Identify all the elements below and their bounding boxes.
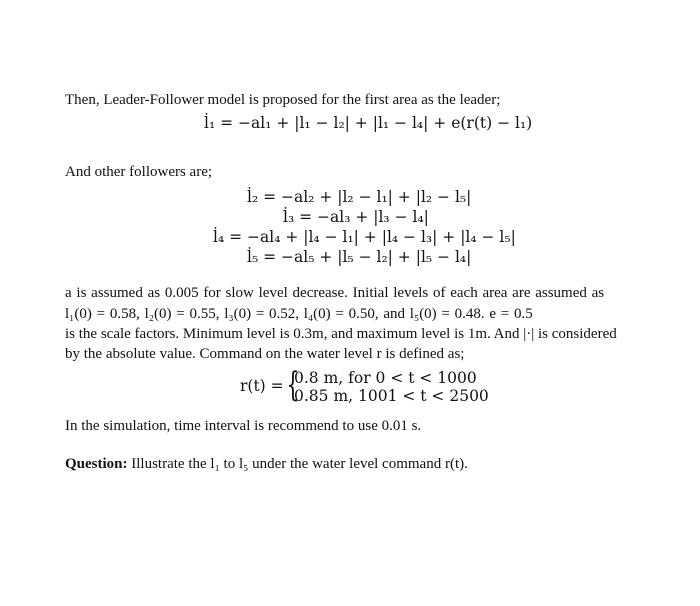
follower-equation-3: l̇₃ = −al₃ + |l₃ − l₄|	[283, 208, 429, 226]
question	[65, 454, 635, 474]
command-lhs: r(t) =	[240, 377, 284, 395]
follower-equation-2: l̇₂ = −al₂ + |l₂ − l₁| + |l₂ − l₅|	[247, 188, 472, 206]
param-line-2: l₁(0) = 0.58, l₂(0) = 0.55, l₃(0) = 0.52, l₄(0) = 0.50, and l₅(0) = 0.48. e = 0.5	[65, 306, 533, 322]
command-case-2: 0.85 m, 1001 < t < 2500	[294, 387, 489, 405]
question-text: Illustrate the l₁ to l₅ under the water level command r(t).	[127, 456, 468, 472]
command-case-1: 0.8 m, for 0 < t < 1000	[294, 369, 477, 387]
simulation-note: In the simulation, time interval is recommend to use 0.01 s.	[65, 418, 422, 434]
param-line-1: a is assumed as 0.005 for slow level decrease. Initial levels of each area are assumed as	[65, 285, 605, 301]
question-label: Question:	[65, 456, 128, 472]
follower-equation-5: l̇₅ = −al₅ + |l₅ − l₂| + |l₅ − l₄|	[247, 248, 472, 266]
command-brace: {	[286, 365, 300, 405]
param-line-4: by the absolute value. Command on the water level r is defined as;	[65, 346, 465, 362]
param-line-3: is the scale factors. Minimum level is 0.3m, and maximum level is 1m. And |·| is considered	[65, 326, 617, 342]
intro-text: Then, Leader-Follower model is proposed for the first area as the leader;	[65, 92, 501, 108]
follower-equation-4: l̇₄ = −al₄ + |l₄ − l₁| + |l₄ − l₃| + |l₄ − l₅|	[213, 228, 516, 246]
leader-equation: l̇₁ = −al₁ + |l₁ − l₂| + |l₁ − l₄| + e(r(t) − l₁)	[204, 114, 533, 132]
followers-intro: And other followers are;	[65, 164, 213, 180]
